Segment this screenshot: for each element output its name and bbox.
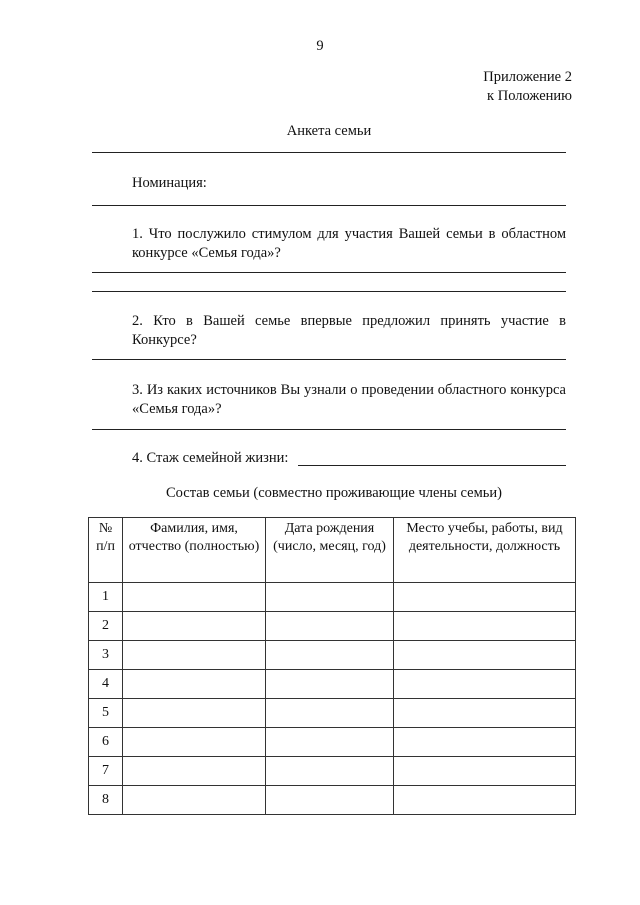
- occupation-cell[interactable]: [394, 641, 576, 670]
- question-3: [92, 381, 566, 419]
- answer-3-line[interactable]: [92, 429, 566, 430]
- header-number: № п/п: [89, 518, 123, 583]
- table-row: [89, 786, 576, 815]
- full-name-cell[interactable]: [123, 583, 266, 612]
- row-number: 6: [89, 728, 123, 757]
- table-row: [89, 670, 576, 699]
- question-1-text: 1. Что послужило стимулом для участия Вашей семьи в областном конкурсе «Семья года»?: [132, 226, 566, 261]
- occupation-cell[interactable]: [394, 612, 576, 641]
- occupation-cell[interactable]: [394, 728, 576, 757]
- occupation-cell[interactable]: [394, 757, 576, 786]
- appendix-line-2: к Положению: [487, 88, 572, 104]
- header-full-name: Фамилия, имя, отчество (полностью): [123, 518, 266, 583]
- row-number: 3: [89, 641, 123, 670]
- row-number: 8: [89, 786, 123, 815]
- occupation-cell[interactable]: [394, 670, 576, 699]
- birth-date-cell[interactable]: [266, 583, 394, 612]
- header-occupation: Место учебы, работы, вид деятельности, должность: [394, 518, 576, 583]
- row-number: 2: [89, 612, 123, 641]
- question-2: [92, 312, 566, 350]
- full-name-cell[interactable]: [123, 612, 266, 641]
- header-birth-date: Дата рождения (число, месяц, год): [266, 518, 394, 583]
- occupation-cell[interactable]: [394, 699, 576, 728]
- full-name-cell[interactable]: [123, 786, 266, 815]
- birth-date-cell[interactable]: [266, 757, 394, 786]
- row-number: 7: [89, 757, 123, 786]
- question-2-text: 2. Кто в Вашей семье впервые предложил принять участие в Конкурсе?: [132, 313, 566, 348]
- full-name-cell[interactable]: [123, 670, 266, 699]
- nomination-field[interactable]: [92, 205, 566, 206]
- full-name-cell[interactable]: [123, 757, 266, 786]
- answer-2-line[interactable]: [92, 359, 566, 360]
- question-3-text: 3. Из каких источников Вы узнали о проведении областного конкурса «Семья года»?: [132, 382, 566, 417]
- answer-1-line-1[interactable]: [92, 272, 566, 273]
- nomination-label: Номинация:: [132, 175, 207, 191]
- birth-date-cell[interactable]: [266, 670, 394, 699]
- birth-date-cell[interactable]: [266, 612, 394, 641]
- row-number: 4: [89, 670, 123, 699]
- form-title: Анкета семьи: [286, 123, 372, 139]
- full-name-cell[interactable]: [123, 699, 266, 728]
- page-number: 9: [316, 38, 324, 54]
- row-number: 5: [89, 699, 123, 728]
- table-row: [89, 641, 576, 670]
- full-name-cell[interactable]: [123, 641, 266, 670]
- row-number: 1: [89, 583, 123, 612]
- table-row: [89, 699, 576, 728]
- table-row: [89, 612, 576, 641]
- table-row: [89, 757, 576, 786]
- full-name-cell[interactable]: [123, 728, 266, 757]
- appendix-reference: [483, 68, 572, 106]
- answer-1-line-2[interactable]: [92, 291, 566, 292]
- table-header-row: [89, 518, 576, 583]
- birth-date-cell[interactable]: [266, 786, 394, 815]
- title-underline: [92, 152, 566, 153]
- table-row: [89, 583, 576, 612]
- appendix-line-1: Приложение 2: [483, 69, 572, 85]
- birth-date-cell[interactable]: [266, 641, 394, 670]
- birth-date-cell[interactable]: [266, 699, 394, 728]
- answer-4-line[interactable]: [298, 465, 566, 466]
- question-4-text: 4. Стаж семейной жизни:: [132, 450, 289, 466]
- question-1: [92, 225, 566, 263]
- table-row: [89, 728, 576, 757]
- birth-date-cell[interactable]: [266, 728, 394, 757]
- occupation-cell[interactable]: [394, 786, 576, 815]
- family-members-table: [88, 517, 576, 815]
- occupation-cell[interactable]: [394, 583, 576, 612]
- table-caption: Состав семьи (совместно проживающие члены семьи): [166, 485, 502, 501]
